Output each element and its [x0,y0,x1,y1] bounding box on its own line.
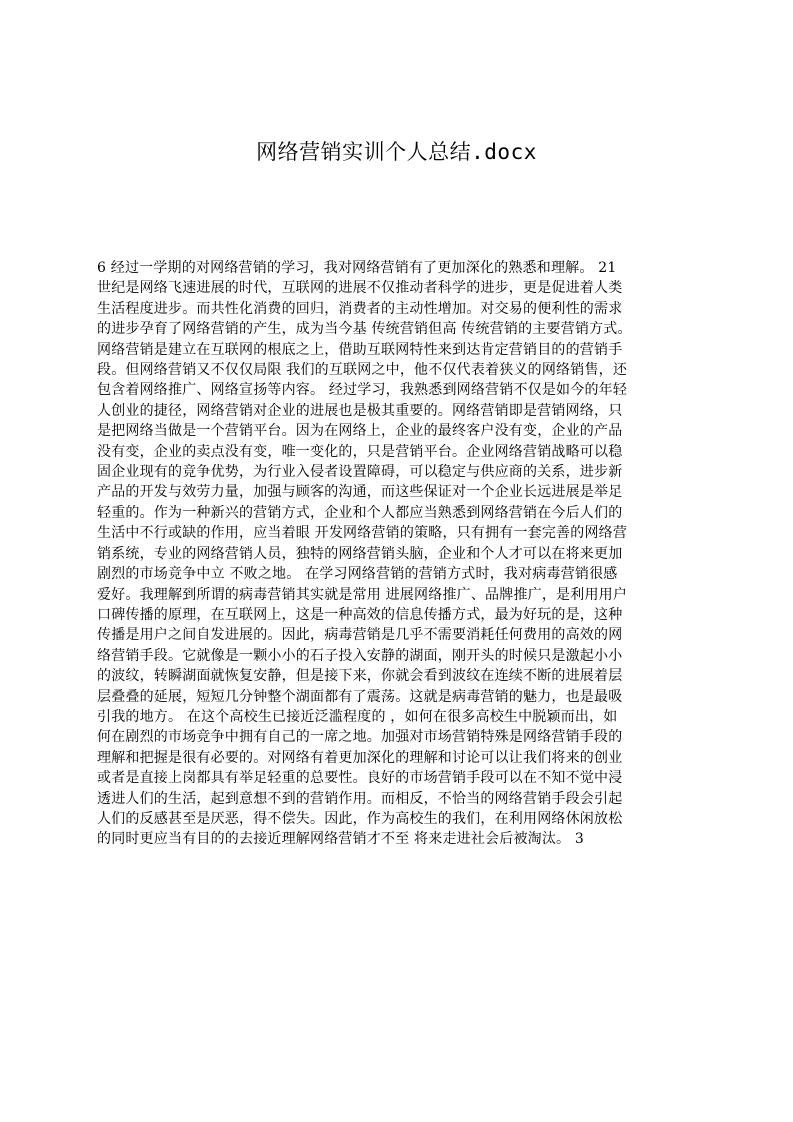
body-line: 口碑传播的原理，在互联网上，这是一种高效的信息传播方式，最为好玩的是，这种 [97,606,623,623]
body-line: 引我的地方。 在这个高校生已接近泛滥程度的 ，如何在很多高校生中脱颖而出，如 [97,708,618,725]
body-line: 的同时更应当有目的的去接近理解网络营销才不至 将来走进社会后被淘汰。 3 [97,831,585,848]
body-line: 生活中不行或缺的作用，应当着眼 开发网络营销的策略，只有拥有一套完善的网络营 [97,525,628,542]
body-line: 络营销手段。它就像是一颗小小的石子投入安静的湖面，刚开头的时候只是激起小小 [97,647,623,664]
body-line: 销系统，专业的网络营销人员，独特的网络营销头脑，企业和个人才可以在将来更加 [97,545,623,562]
body-line: 人创业的捷径，网络营销对企业的进展也是极其重要的。网络营销即是营销网络，只 [97,402,623,419]
body-line: 人们的反感甚至是厌恶，得不偿失。因此，作为高校生的我们，在利用网络休闲放松 [97,810,623,827]
body-line: 包含着网络推广、网络宣扬等内容。 经过学习，我熟悉到网络营销不仅是如今的年轻 [97,382,628,399]
body-line: 轻重的。作为一种新兴的营销方式，企业和个人都应当熟悉到网络营销在今后人们的 [97,504,623,521]
body-line: 传播是用户之间自发进展的。因此，病毒营销是几乎不需要消耗任何费用的高效的网 [97,627,623,644]
document-title: 网络营销实训个人总结.docx [256,140,537,164]
body-line: 或者是直接上岗都具有举足轻重的总要性。良好的市场营销手段可以在不知不觉中浸 [97,770,623,787]
body-line: 6 经过一学期的对网络营销的学习，我对网络营销有了更加深化的熟悉和理解。 21 [97,260,617,276]
body-line: 段。但网络营销又不仅仅局限 我们的互联网之中，他不仅代表着狭义的网络销售，还 [97,362,628,379]
body-line: 的波纹，转瞬湖面就恢复安静，但是接下来，你就会看到波纹在连续不断的进展着层 [97,668,623,685]
body-line: 透进人们的生活，起到意想不到的营销作用。而相反，不恰当的网络营销手段会引起 [97,790,623,807]
body-line: 生活程度进步。而共性化消费的回归，消费者的主动性增加。对交易的便利性的需求 [97,300,623,317]
body-line: 的进步孕育了网络营销的产生，成为当今基 传统营销但高 传统营销的主要营销方式。 [97,321,632,338]
body-line: 是把网络当做是一个营销平台。因为在网络上，企业的最终客户没有变，企业的产品 [97,423,623,440]
body-line: 固企业现有的竞争优势，为行业入侵者设置障碍，可以稳定与供应商的关系，进步新 [97,464,623,481]
body-line: 理解和把握是很有必要的。对网络有着更加深化的理解和讨论可以让我们将来的创业 [97,749,623,766]
document-body [97,258,697,850]
body-line: 世纪是网络飞速进展的时代，互联网的进展不仅推动者科学的进步，更是促进着人类 [97,280,623,297]
body-line: 爱好。我理解到所谓的病毒营销其实就是常用 进展网络推广、品牌推广，是利用用户 [97,586,628,603]
body-line: 剧烈的市场竞争中立 不败之地。 在学习网络营销的营销方式时，我对病毒营销很感 [97,566,618,583]
body-line: 产品的开发与效劳力量，加强与顾客的沟通，而这些保证对一个企业长远进展是举足 [97,484,623,501]
body-line: 网络营销是建立在互联网的根底之上，借助互联网特性来到达肯定营销目的的营销手 [97,341,623,358]
body-line: 没有变，企业的卖点没有变，唯一变化的，只是营销平台。企业网络营销战略可以稳 [97,443,623,460]
body-line: 何在剧烈的市场竞争中拥有自己的一席之地。加强对市场营销特殊是网络营销手段的 [97,729,623,746]
body-line: 层叠叠的延展，短短几分钟整个湖面都有了震荡。这就是病毒营销的魅力，也是最吸 [97,688,623,705]
